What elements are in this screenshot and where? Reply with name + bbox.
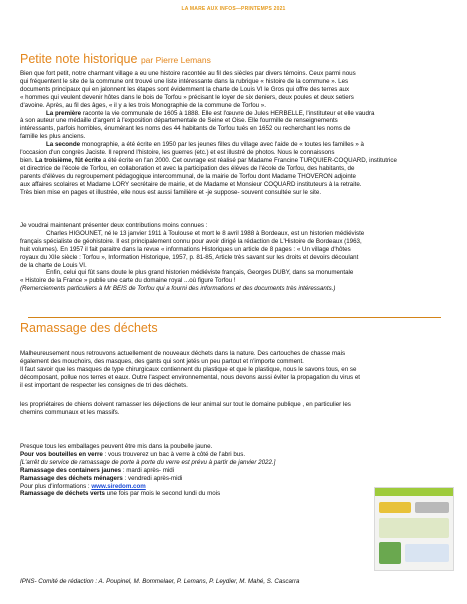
glass-bin-icon (379, 542, 401, 564)
verts-line (20, 490, 370, 498)
text-line: d'avoine. Après, au fil des âges, « il y a les trois Monographie de la commune de Torfou ». (20, 101, 266, 109)
text-line: : vendredi après-midi (122, 474, 183, 482)
histoire-body (20, 70, 450, 197)
text-line: « Histoire de la France » publie une carte du domaine royal ...où figure Torfou ! (20, 277, 236, 285)
contributions-block (20, 222, 450, 293)
grey-bin-icon (415, 502, 449, 513)
text-line: français spécialiste de géohistoire. Il est principalement connu pour avoir dirigé la rédaction de L'Histoire de Bordeaux (1963, (20, 237, 362, 245)
recycling-poster-image (374, 487, 454, 571)
dechets-body (20, 350, 460, 390)
text-line: documents principaux qui en jalonnent les étapes sont évidemment la charte de Louis VI le Gros qui offre des terres aux (20, 85, 350, 93)
bold-lead: Ramassage des containers jaunes (20, 466, 122, 474)
contrib-intro: Je voudrai maintenant présenter deux contributions moins connues : (20, 222, 208, 229)
text-line: « hommes qui veulent devenir hôtes dans le bois de Torfou » précisant le loyer de six deniers, deux poules et deux setiers (20, 93, 354, 101)
paragraph-seconde (20, 141, 450, 149)
thanks-note: (Remerciements particuliers à Mr BEIS de Torfou qui a fourni des informations et des documents très intéressants.) (20, 285, 336, 293)
poster-banner (375, 488, 453, 496)
text-line: : mardi après- midi (121, 466, 175, 474)
paragraph-troisieme (20, 157, 450, 165)
text-line: de la charte de Louis VI. (20, 261, 87, 269)
text-line: intéressants, parfois horribles, énumérant les noms des 44 habitants de Torfou tués en 1652 ou recherchant les noms de (20, 125, 351, 133)
text-line: Très bien mise en pages et illustrée, elle nous est aussi familière et -je suppose- souvent consultée sur le site. (20, 188, 322, 196)
jaunes-line (20, 467, 370, 475)
paragraph-premiere (20, 110, 450, 118)
bold-lead: Ramassage des déchets ménagers (20, 474, 123, 482)
menagers-line (20, 475, 370, 483)
newsletter-header: LA MARE AUX INFOS—PRINTEMPS 2021 (181, 6, 286, 12)
text-line: aux affaires scolaires et Madame LORY secrétaire de mairie, et de Madame et Monsieur COQUARD instituteurs à la retraite. (20, 180, 362, 188)
section-title-histoire (20, 52, 211, 66)
bold-lead: Pour vos bouteilles en verre (20, 450, 103, 458)
text-line: qui fréquentent le site de la commune ont trouvé une liste intéressante dans la rubrique « histoire de la commune ». Les (20, 77, 349, 85)
text-line: royaux du XIIe siècle : Torfou », Information Historique, 1957, p. 81-85, Article très savant sur les droits et devoirs découlant (20, 253, 359, 261)
arret-note: [L'arrêt du service de ramassage de porte à porte du verre est prévu à partir de janvier 2022.] (20, 458, 276, 466)
text-line: Charles HIGOUNET, né le 13 janvier 1911 à Toulouse et mort le 8 avril 1988 à Bordeaux, est un historien médiéviste (46, 229, 365, 237)
text-line: Bien que fort petit, notre charmant village a eu une histoire racontée au fil des siècles par divers témoins. Ceux parmi nous (20, 70, 356, 77)
text-line: parents d'élèves du regroupement pédagogique intercommunal, de la mairie de Torfou dont Madame THOVERON adjointe (20, 172, 356, 180)
dechets-infos (20, 443, 370, 498)
text-line: à son auteur une médaille d'argent à l'exposition départementale de Seine et Oise. Elle fourmille de renseignements (20, 117, 338, 125)
text-line: Il faut savoir que les masques de type chirurgicaux contiennent du plastique et que le plastique, nous le savons tous, en se (20, 365, 357, 373)
text-line: et directrice de l'école de Torfou, en collaboration et avec la participation des élèves de l'école de Torfou, des habitants, de (20, 164, 355, 172)
text-line: : vous trouverez un bac à verre à côté de l'abri bus. (102, 450, 246, 458)
info-panel-icon (405, 544, 449, 562)
text-line: raconte la vie communale de 1605 à 1888. Elle est l'œuvre de Jules HERBELLE, l'instituteur et elle vaudra (81, 109, 375, 117)
text-line: Pour plus d'informations : (20, 482, 92, 490)
text-line: Malheureusement nous retrouvons actuellement de nouveaux déchets dans la nature. Des cartouches de chasse mais (20, 350, 346, 357)
waste-items-icon (379, 518, 449, 538)
text-line: également des mouchoirs, des masques, des gants qui sont jetés un peu partout et n'importe comment. (20, 357, 304, 365)
histoire-title: Petite note historique (20, 52, 138, 66)
dechets-chiens (20, 401, 460, 417)
text-line: monographie, a été écrite en 1950 par les jeunes filles du village avec l'aide de « toutes les familles » à (80, 141, 364, 149)
section-divider (28, 317, 441, 318)
text-line: Presque tous les emballages peuvent être mis dans la poubelle jaune. (20, 443, 213, 450)
text-line: a été écrite en l'an 2000. Cet ouvrage est réalisé par Madame Francine TURQUIER-COQUARD, institutrice (101, 156, 397, 164)
bold-lead: La troisième, fût écrite (35, 156, 102, 164)
infos-line (20, 483, 370, 491)
bold-lead: La seconde (46, 141, 81, 149)
text-line: bien. (20, 156, 36, 164)
text-line: famille les plus anciens. (20, 133, 86, 141)
text-line: il est important de respecter les consignes de tri des déchets. (20, 381, 188, 389)
text-line: huit volumes). En 1957 il fait paraitre dans la revue « informations Historiques un article de 8 pages : « Un village d'hôtes (20, 245, 351, 253)
text-line: une fois par mois le second lundi du mois (104, 490, 221, 498)
text-line: Enfin, celui qui fût sans doute le plus grand historien médiéviste français, Georges DUBY, dans sa monumentale (46, 269, 354, 277)
yellow-bin-icon (379, 502, 411, 513)
bold-lead: Ramassage de déchets verts (20, 490, 105, 498)
histoire-author: par Pierre Lemans (140, 55, 211, 65)
section-title-dechets: Ramassage des déchets (20, 321, 158, 335)
footer-credits: IPNS- Comité de rédaction : A. Poupinel, M. Bommelaer, P. Lemans, P. Leydier, M. Mahé, S. Cascarra (20, 578, 300, 585)
text-line: décomposant, pollue nos terres et eaux. Outre l'aspect environnemental, nous devons aussi éviter la propagation du virus et (20, 373, 360, 381)
text-line: l'occasion d'un congrès Jaciste. Il reprend l'histoire, les guerres (etc.) et est illustré de photos. Nous le connaissons (20, 149, 335, 157)
text-line: chemins communaux et les massifs. (20, 408, 120, 416)
bouteilles-line (20, 451, 370, 459)
text-line: les propriétaires de chiens doivent ramasser les déjections de leur animal sur tout le domaine publique , en particulier les (20, 401, 351, 408)
siredom-link[interactable]: www.siredom.com (91, 482, 146, 490)
bold-lead: La première (46, 109, 82, 117)
